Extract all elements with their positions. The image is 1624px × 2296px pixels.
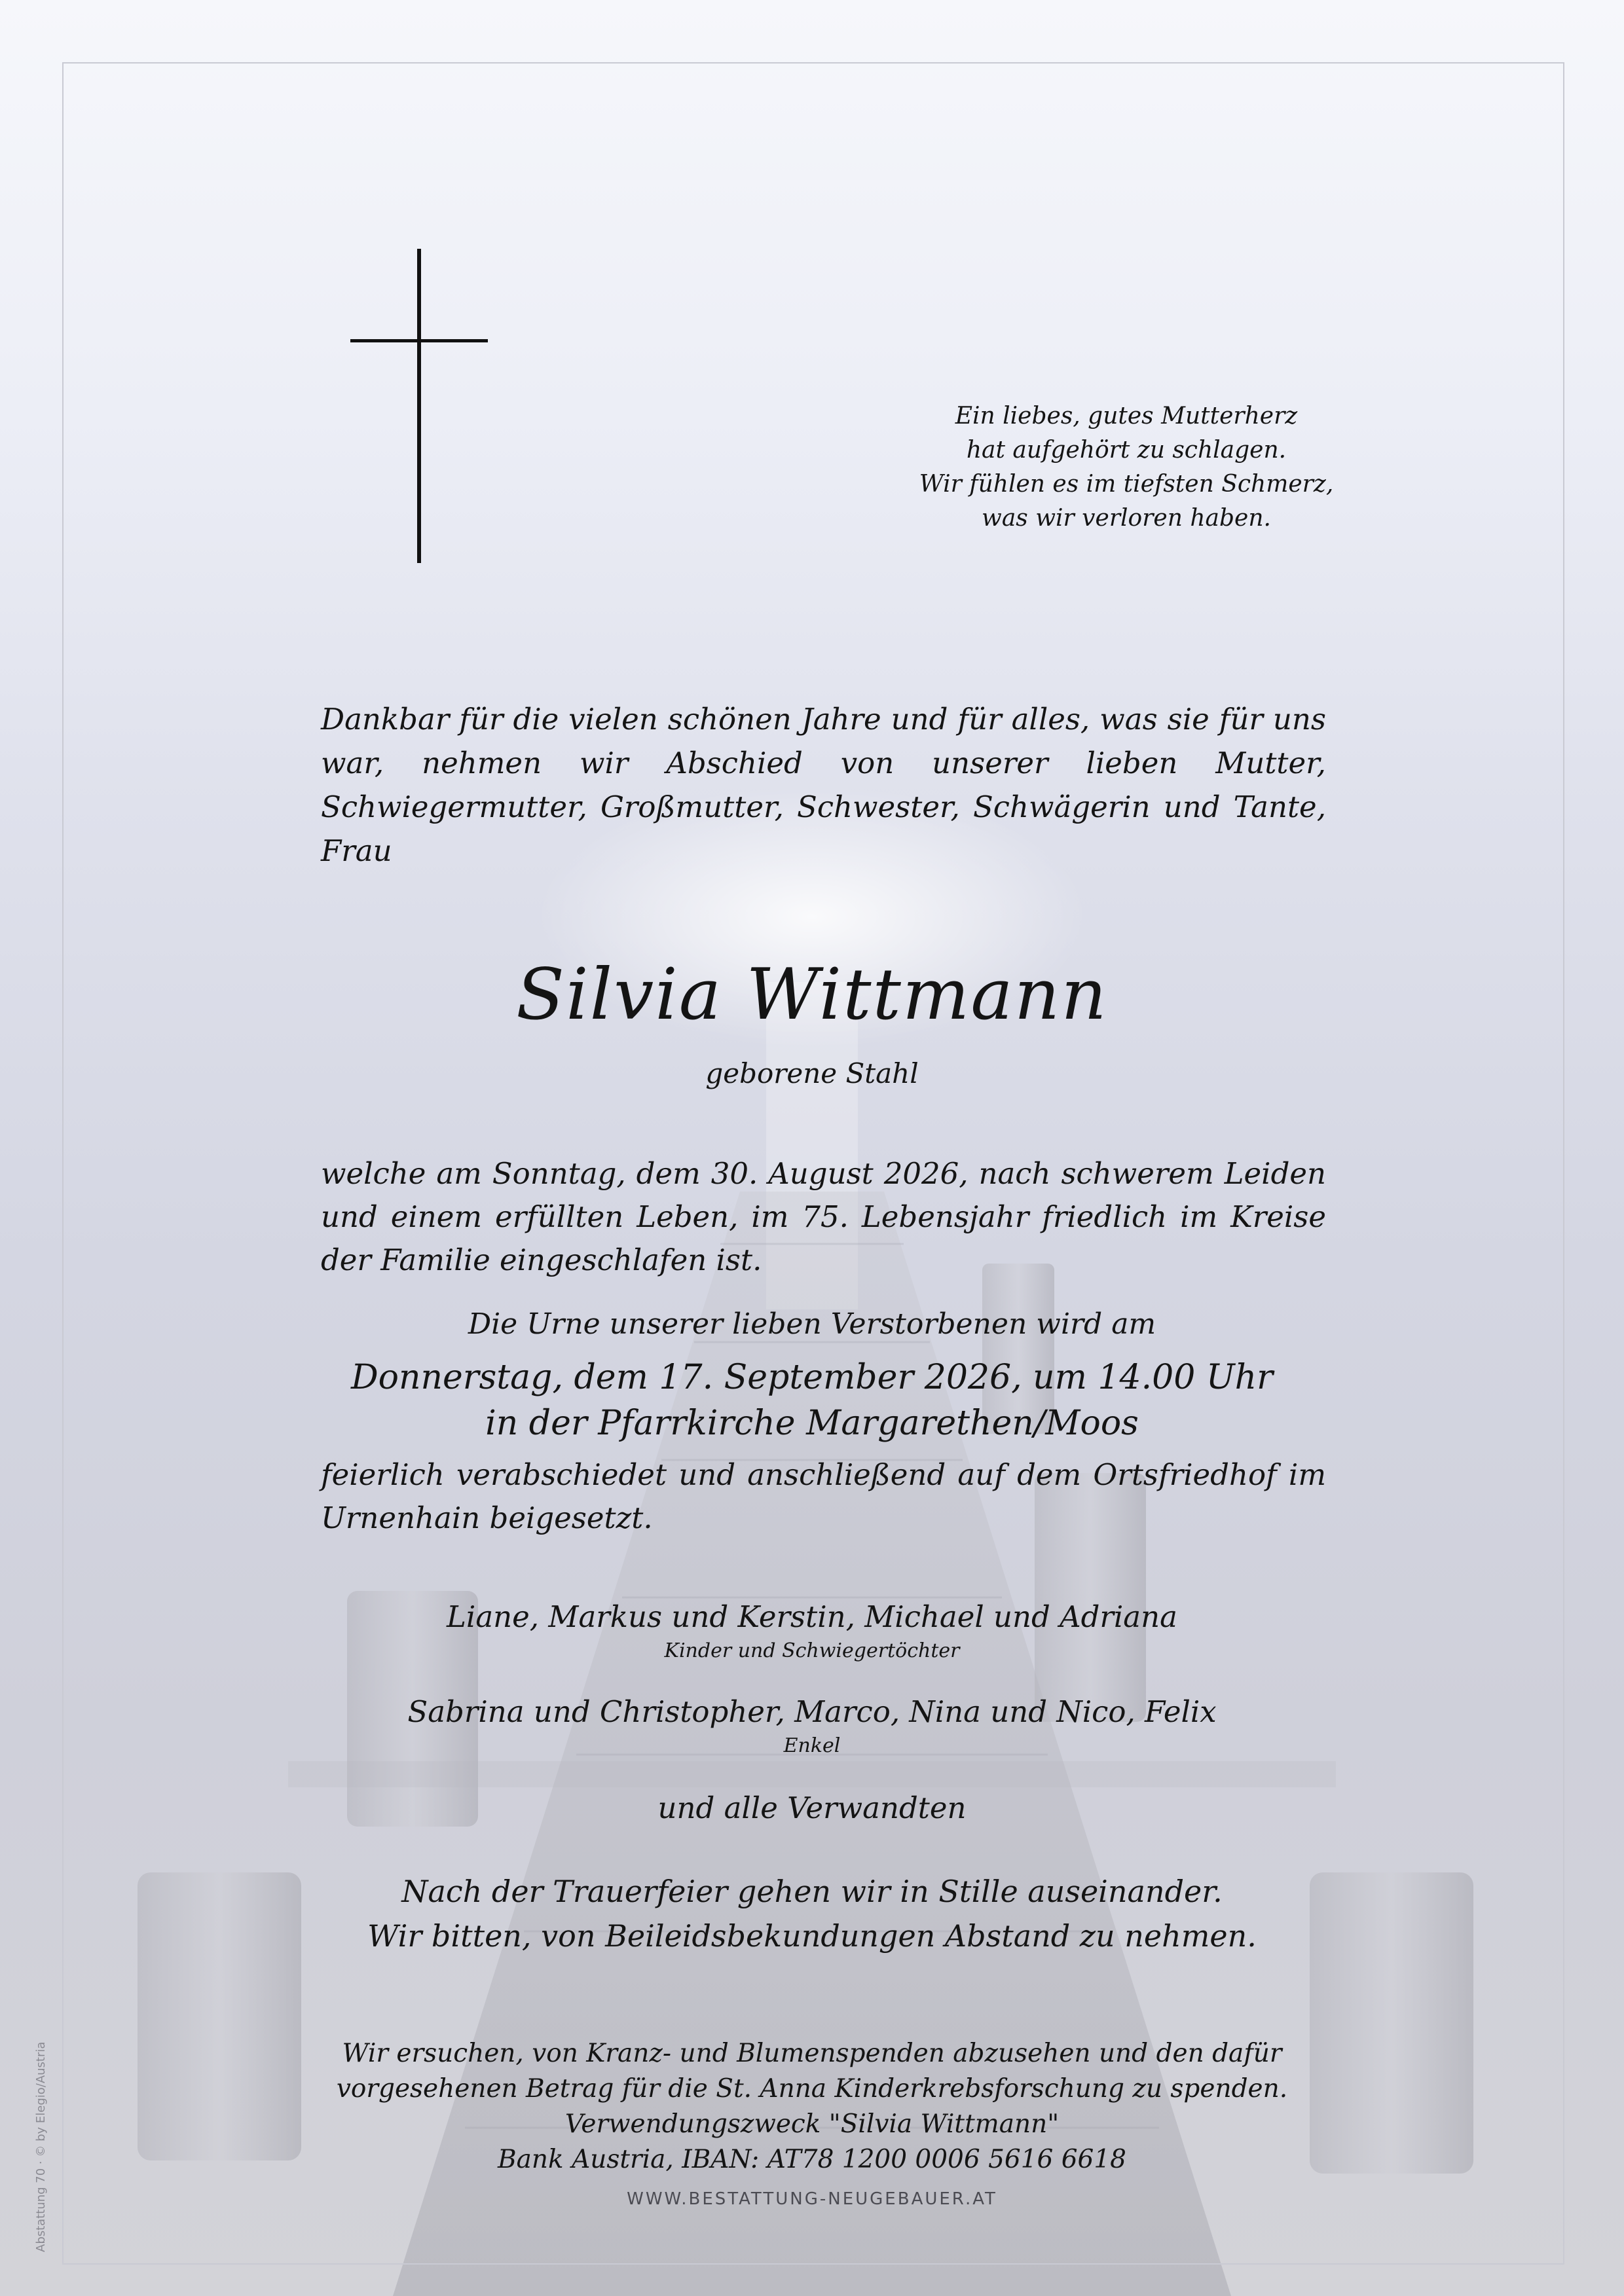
closing-note xyxy=(262,1869,1362,1958)
image-credit: Abstattung 70 · © by Elegio/Austria xyxy=(34,2041,48,2252)
funeral-details: feierlich verabschiedet und anschließend auf dem Ortsfriedhof im Urnenhain beigesetzt. xyxy=(321,1457,1326,1535)
donation-line: Wir ersuchen, von Kranz- und Blumenspenden abzusehen und den dafür xyxy=(342,2039,1282,2068)
intro-paragraph: Dankbar für die vielen schönen Jahre und für alles, was sie für uns war, nehmen wir Abschied von unserer lieben Mutter, Schwiegermutter, Großmutter, Schwester, Schwägerin und Tante, Frau xyxy=(321,702,1326,868)
funeral-intro: Die Urne unserer lieben Verstorbenen wird am xyxy=(468,1307,1156,1341)
grandchildren-label: Enkel xyxy=(783,1734,841,1757)
closing-line: Nach der Trauerfeier gehen wir in Stille auseinander. xyxy=(401,1874,1223,1909)
poem-line: Ein liebes, gutes Mutterherz xyxy=(955,403,1298,429)
death-notice: welche am Sonntag, dem 30. August 2026, nach schwerem Leiden und einem erfüllten Leben, im 75. Lebensjahr friedlich im Kreise der Familie eingeschlafen ist. xyxy=(321,1156,1326,1277)
poem xyxy=(832,399,1421,536)
grandchildren-names: Sabrina und Christopher, Marco, Nina und Nico, Felix xyxy=(407,1694,1217,1729)
donation-purpose: Verwendungszweck "Silvia Wittmann" xyxy=(564,2109,1060,2139)
donation-note xyxy=(262,2036,1362,2178)
cross-icon xyxy=(350,249,488,563)
funeral-date: Donnerstag, dem 17. September 2026, um 14.00 Uhr xyxy=(350,1358,1274,1397)
donation-line: vorgesehenen Betrag für die St. Anna Kinderkrebsforschung zu spenden. xyxy=(336,2074,1288,2104)
poem-line: hat aufgehört zu schlagen. xyxy=(966,437,1287,464)
poem-line: was wir verloren haben. xyxy=(982,505,1271,532)
children-label: Kinder und Schwiegertöchter xyxy=(664,1639,960,1662)
poem-line: Wir fühlen es im tiefsten Schmerz, xyxy=(919,471,1334,498)
bank-details: Bank Austria, IBAN: AT78 1200 0006 5616 6618 xyxy=(498,2145,1126,2174)
closing-line: Wir bitten, von Beileidsbekundungen Abstand zu nehmen. xyxy=(367,1918,1257,1954)
funeral-location: in der Pfarrkirche Margarethen/Moos xyxy=(485,1404,1139,1443)
children-names: Liane, Markus und Kerstin, Michael und Adriana xyxy=(447,1599,1177,1634)
website-url[interactable]: WWW.BESTATTUNG-NEUGEBAUER.AT xyxy=(627,2189,997,2209)
relatives-line: und alle Verwandten xyxy=(657,1791,967,1825)
birth-name: geborene Stahl xyxy=(705,1057,919,1089)
deceased-name: Silvia Wittmann xyxy=(516,954,1108,1036)
